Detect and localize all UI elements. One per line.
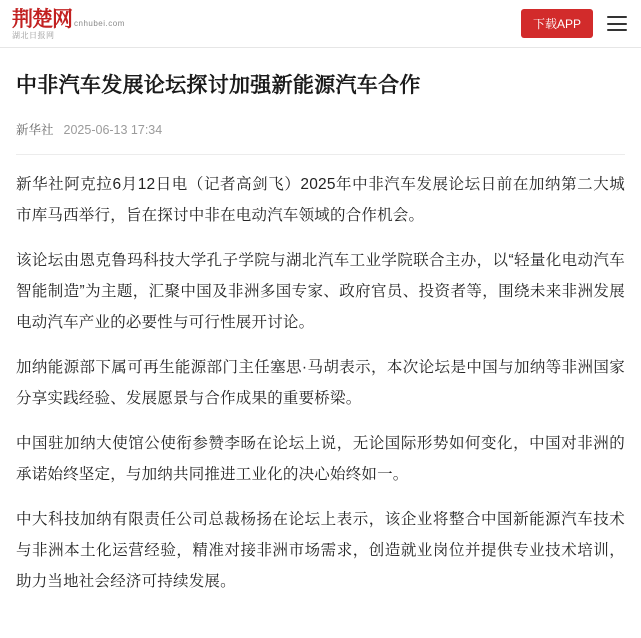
logo-text-cn: 荆楚网 (12, 5, 72, 31)
article-source: 新华社 (16, 123, 54, 138)
article-paragraph: 新华社阿克拉6月12日电（记者高剑飞）2025年中非汽车发展论坛日前在加纳第二大城市库马西举行，旨在探讨中非在电动汽车领域的合作机会。 (16, 176, 625, 225)
site-logo[interactable] (12, 5, 125, 40)
hamburger-menu-icon[interactable] (607, 16, 627, 31)
article-timestamp: 2025-06-13 17:34 (63, 123, 163, 138)
header-actions (521, 9, 629, 38)
logo-main-row (12, 5, 125, 31)
article-paragraph: 中大科技加纳有限责任公司总裁杨扬在论坛上表示，该企业将整合中国新能源汽车技术与非洲本土化运营经验，精准对接非洲市场需求，创造就业岗位并提供专业技术培训，助力当地社会经济可持续发展。 (16, 511, 625, 591)
page-title: 中非汽车发展论坛探讨加强新能源汽车合作 (16, 73, 421, 97)
logo-text-en: cnhubei.com (74, 18, 125, 28)
article-meta (16, 120, 625, 155)
logo-subtitle: 湖北日报网 (12, 30, 55, 40)
article-paragraph: 该论坛由恩克鲁玛科技大学孔子学院与湖北汽车工业学院联合主办，以“轻量化电动汽车智能制造”为主题，汇聚中国及非洲多国专家、政府官员、投资者等，围绕未来非洲发展电动汽车产业的必要性与可行性展开讨论。 (16, 252, 625, 332)
download-app-button[interactable]: 下载APP (521, 9, 593, 38)
article-container (0, 48, 641, 597)
article-paragraph: 加纳能源部下属可再生能源部门主任塞思·马胡表示，本次论坛是中国与加纳等非洲国家分享实践经验、发展愿景与合作成果的重要桥梁。 (16, 359, 625, 408)
article-paragraph: 中国驻加纳大使馆公使衔参赞李旸在论坛上说，无论国际形势如何变化，中国对非洲的承诺始终坚定，与加纳共同推进工业化的决心始终如一。 (16, 435, 625, 484)
article-body (16, 155, 625, 597)
site-header (0, 0, 641, 48)
